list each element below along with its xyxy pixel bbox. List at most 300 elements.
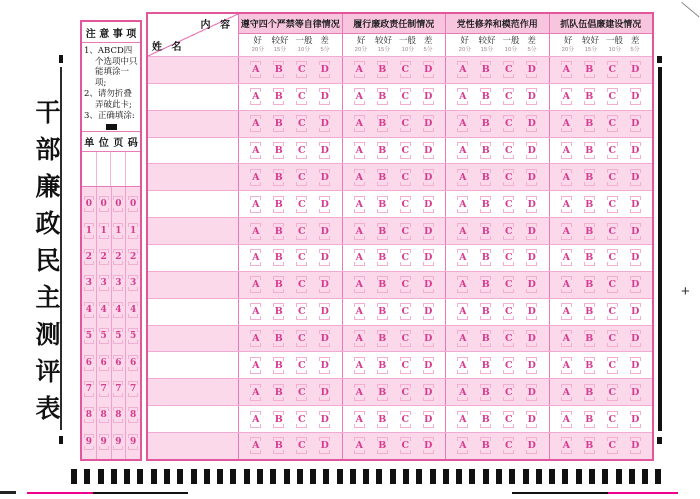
option-bubble-B[interactable]: B bbox=[479, 384, 492, 401]
option-bubble-B[interactable]: B bbox=[376, 169, 389, 186]
option-bubble-C[interactable]: C bbox=[606, 88, 619, 105]
name-cell[interactable] bbox=[148, 164, 239, 190]
option-bubble-A[interactable]: A bbox=[249, 88, 262, 105]
option-bubble-B[interactable]: B bbox=[376, 330, 389, 347]
digit-bubble-5[interactable]: 5 bbox=[127, 328, 139, 344]
option-bubble-D[interactable]: D bbox=[629, 330, 642, 347]
option-bubble-D[interactable]: D bbox=[318, 330, 331, 347]
option-bubble-D[interactable]: D bbox=[629, 115, 642, 132]
option-bubble-A[interactable]: A bbox=[560, 437, 573, 454]
option-bubble-B[interactable]: B bbox=[272, 384, 285, 401]
option-bubble-A[interactable]: A bbox=[560, 276, 573, 293]
option-bubble-D[interactable]: D bbox=[629, 88, 642, 105]
option-bubble-C[interactable]: C bbox=[502, 330, 515, 347]
option-bubble-D[interactable]: D bbox=[525, 411, 538, 428]
option-bubble-B[interactable]: B bbox=[272, 249, 285, 266]
option-bubble-B[interactable]: B bbox=[376, 142, 389, 159]
option-bubble-C[interactable]: C bbox=[295, 142, 308, 159]
option-bubble-A[interactable]: A bbox=[560, 357, 573, 374]
option-bubble-C[interactable]: C bbox=[502, 169, 515, 186]
name-cell[interactable] bbox=[148, 272, 239, 298]
digit-bubble-4[interactable]: 4 bbox=[83, 302, 95, 318]
option-bubble-D[interactable]: D bbox=[525, 437, 538, 454]
option-bubble-B[interactable]: B bbox=[479, 223, 492, 240]
digit-bubble-7[interactable]: 7 bbox=[127, 381, 139, 397]
digit-bubble-8[interactable]: 8 bbox=[127, 407, 139, 423]
option-bubble-D[interactable]: D bbox=[422, 115, 435, 132]
option-bubble-D[interactable]: D bbox=[525, 330, 538, 347]
digit-bubble-0[interactable]: 0 bbox=[98, 196, 110, 212]
answer-cell-col2[interactable] bbox=[343, 379, 447, 405]
option-bubble-B[interactable]: B bbox=[376, 303, 389, 320]
option-bubble-D[interactable]: D bbox=[318, 437, 331, 454]
option-bubble-A[interactable]: A bbox=[249, 357, 262, 374]
option-bubble-D[interactable]: D bbox=[525, 142, 538, 159]
name-cell[interactable] bbox=[148, 111, 239, 137]
option-bubble-C[interactable]: C bbox=[295, 384, 308, 401]
answer-cell-col3[interactable] bbox=[446, 84, 550, 110]
digit-bubble-3[interactable]: 3 bbox=[112, 275, 124, 291]
name-cell[interactable] bbox=[148, 352, 239, 378]
answer-cell-col1[interactable] bbox=[239, 433, 343, 459]
option-bubble-C[interactable]: C bbox=[502, 88, 515, 105]
option-bubble-D[interactable]: D bbox=[525, 303, 538, 320]
option-bubble-B[interactable]: B bbox=[583, 223, 596, 240]
answer-cell-col3[interactable] bbox=[446, 191, 550, 217]
option-bubble-C[interactable]: C bbox=[295, 169, 308, 186]
digit-bubble-4[interactable]: 4 bbox=[112, 302, 124, 318]
option-bubble-D[interactable]: D bbox=[629, 303, 642, 320]
option-bubble-A[interactable]: A bbox=[560, 384, 573, 401]
option-bubble-A[interactable]: A bbox=[456, 88, 469, 105]
option-bubble-B[interactable]: B bbox=[583, 276, 596, 293]
answer-cell-col4[interactable] bbox=[550, 218, 653, 244]
answer-cell-col3[interactable] bbox=[446, 164, 550, 190]
unit-page-write-cell[interactable] bbox=[111, 152, 126, 186]
answer-cell-col2[interactable] bbox=[343, 245, 447, 271]
unit-page-input-row[interactable] bbox=[82, 152, 140, 187]
option-bubble-A[interactable]: A bbox=[560, 223, 573, 240]
digit-bubble-4[interactable]: 4 bbox=[127, 302, 139, 318]
option-bubble-A[interactable]: A bbox=[456, 196, 469, 213]
option-bubble-A[interactable]: A bbox=[456, 61, 469, 78]
name-cell[interactable] bbox=[148, 433, 239, 459]
answer-cell-col3[interactable] bbox=[446, 299, 550, 325]
unit-page-write-cell[interactable] bbox=[126, 152, 141, 186]
option-bubble-C[interactable]: C bbox=[502, 303, 515, 320]
option-bubble-C[interactable]: C bbox=[606, 411, 619, 428]
answer-cell-col1[interactable] bbox=[239, 84, 343, 110]
digit-bubble-5[interactable]: 5 bbox=[98, 328, 110, 344]
option-bubble-A[interactable]: A bbox=[249, 276, 262, 293]
option-bubble-B[interactable]: B bbox=[583, 411, 596, 428]
option-bubble-A[interactable]: A bbox=[560, 115, 573, 132]
option-bubble-D[interactable]: D bbox=[318, 276, 331, 293]
digit-bubble-0[interactable]: 0 bbox=[83, 196, 95, 212]
option-bubble-A[interactable]: A bbox=[353, 115, 366, 132]
option-bubble-B[interactable]: B bbox=[479, 142, 492, 159]
option-bubble-C[interactable]: C bbox=[399, 61, 412, 78]
option-bubble-D[interactable]: D bbox=[422, 384, 435, 401]
answer-cell-col3[interactable] bbox=[446, 272, 550, 298]
option-bubble-C[interactable]: C bbox=[399, 303, 412, 320]
digit-bubble-8[interactable]: 8 bbox=[83, 407, 95, 423]
option-bubble-C[interactable]: C bbox=[399, 357, 412, 374]
option-bubble-B[interactable]: B bbox=[272, 115, 285, 132]
option-bubble-B[interactable]: B bbox=[376, 249, 389, 266]
option-bubble-B[interactable]: B bbox=[376, 115, 389, 132]
answer-cell-col2[interactable] bbox=[343, 84, 447, 110]
option-bubble-A[interactable]: A bbox=[353, 437, 366, 454]
option-bubble-D[interactable]: D bbox=[422, 357, 435, 374]
option-bubble-D[interactable]: D bbox=[422, 142, 435, 159]
option-bubble-D[interactable]: D bbox=[318, 384, 331, 401]
option-bubble-D[interactable]: D bbox=[629, 196, 642, 213]
option-bubble-D[interactable]: D bbox=[318, 249, 331, 266]
answer-cell-col2[interactable] bbox=[343, 326, 447, 352]
option-bubble-A[interactable]: A bbox=[560, 411, 573, 428]
option-bubble-C[interactable]: C bbox=[295, 196, 308, 213]
option-bubble-C[interactable]: C bbox=[399, 223, 412, 240]
option-bubble-B[interactable]: B bbox=[376, 276, 389, 293]
option-bubble-C[interactable]: C bbox=[295, 115, 308, 132]
option-bubble-A[interactable]: A bbox=[249, 437, 262, 454]
option-bubble-B[interactable]: B bbox=[583, 61, 596, 78]
name-cell[interactable] bbox=[148, 57, 239, 83]
option-bubble-A[interactable]: A bbox=[249, 61, 262, 78]
digit-bubble-6[interactable]: 6 bbox=[112, 355, 124, 371]
answer-cell-col1[interactable] bbox=[239, 164, 343, 190]
option-bubble-A[interactable]: A bbox=[249, 169, 262, 186]
answer-cell-col1[interactable] bbox=[239, 138, 343, 164]
option-bubble-A[interactable]: A bbox=[353, 169, 366, 186]
answer-cell-col4[interactable] bbox=[550, 406, 653, 432]
option-bubble-A[interactable]: A bbox=[249, 142, 262, 159]
option-bubble-C[interactable]: C bbox=[502, 249, 515, 266]
answer-cell-col4[interactable] bbox=[550, 299, 653, 325]
option-bubble-C[interactable]: C bbox=[606, 384, 619, 401]
option-bubble-D[interactable]: D bbox=[629, 384, 642, 401]
option-bubble-A[interactable]: A bbox=[560, 88, 573, 105]
answer-cell-col2[interactable] bbox=[343, 433, 447, 459]
answer-cell-col1[interactable] bbox=[239, 406, 343, 432]
option-bubble-D[interactable]: D bbox=[525, 384, 538, 401]
answer-cell-col2[interactable] bbox=[343, 111, 447, 137]
option-bubble-C[interactable]: C bbox=[399, 142, 412, 159]
option-bubble-D[interactable]: D bbox=[318, 61, 331, 78]
option-bubble-A[interactable]: A bbox=[353, 411, 366, 428]
answer-cell-col1[interactable] bbox=[239, 245, 343, 271]
option-bubble-C[interactable]: C bbox=[606, 330, 619, 347]
name-cell[interactable] bbox=[148, 379, 239, 405]
option-bubble-C[interactable]: C bbox=[502, 142, 515, 159]
option-bubble-A[interactable]: A bbox=[353, 276, 366, 293]
digit-bubble-5[interactable]: 5 bbox=[112, 328, 124, 344]
digit-bubble-2[interactable]: 2 bbox=[127, 249, 139, 265]
option-bubble-A[interactable]: A bbox=[456, 115, 469, 132]
option-bubble-B[interactable]: B bbox=[272, 411, 285, 428]
option-bubble-D[interactable]: D bbox=[629, 223, 642, 240]
option-bubble-A[interactable]: A bbox=[249, 223, 262, 240]
name-cell[interactable] bbox=[148, 191, 239, 217]
option-bubble-D[interactable]: D bbox=[629, 411, 642, 428]
name-cell[interactable] bbox=[148, 138, 239, 164]
option-bubble-D[interactable]: D bbox=[422, 411, 435, 428]
digit-bubble-2[interactable]: 2 bbox=[98, 249, 110, 265]
option-bubble-B[interactable]: B bbox=[479, 169, 492, 186]
option-bubble-C[interactable]: C bbox=[606, 437, 619, 454]
option-bubble-B[interactable]: B bbox=[583, 303, 596, 320]
option-bubble-B[interactable]: B bbox=[272, 303, 285, 320]
option-bubble-B[interactable]: B bbox=[272, 276, 285, 293]
option-bubble-B[interactable]: B bbox=[272, 357, 285, 374]
answer-cell-col2[interactable] bbox=[343, 299, 447, 325]
option-bubble-D[interactable]: D bbox=[525, 357, 538, 374]
answer-cell-col2[interactable] bbox=[343, 191, 447, 217]
option-bubble-C[interactable]: C bbox=[606, 276, 619, 293]
answer-cell-col2[interactable] bbox=[343, 218, 447, 244]
answer-cell-col3[interactable] bbox=[446, 218, 550, 244]
answer-cell-col4[interactable] bbox=[550, 272, 653, 298]
answer-cell-col3[interactable] bbox=[446, 379, 550, 405]
answer-cell-col3[interactable] bbox=[446, 111, 550, 137]
option-bubble-D[interactable]: D bbox=[318, 169, 331, 186]
option-bubble-A[interactable]: A bbox=[560, 61, 573, 78]
answer-cell-col4[interactable] bbox=[550, 164, 653, 190]
option-bubble-C[interactable]: C bbox=[502, 61, 515, 78]
option-bubble-D[interactable]: D bbox=[525, 223, 538, 240]
option-bubble-D[interactable]: D bbox=[525, 169, 538, 186]
option-bubble-A[interactable]: A bbox=[560, 330, 573, 347]
option-bubble-C[interactable]: C bbox=[606, 249, 619, 266]
digit-bubble-1[interactable]: 1 bbox=[83, 223, 95, 239]
digit-bubble-6[interactable]: 6 bbox=[127, 355, 139, 371]
option-bubble-B[interactable]: B bbox=[583, 88, 596, 105]
answer-cell-col4[interactable] bbox=[550, 379, 653, 405]
option-bubble-D[interactable]: D bbox=[422, 249, 435, 266]
option-bubble-B[interactable]: B bbox=[479, 411, 492, 428]
answer-cell-col3[interactable] bbox=[446, 352, 550, 378]
option-bubble-B[interactable]: B bbox=[376, 357, 389, 374]
option-bubble-C[interactable]: C bbox=[502, 437, 515, 454]
option-bubble-A[interactable]: A bbox=[353, 249, 366, 266]
option-bubble-C[interactable]: C bbox=[502, 115, 515, 132]
option-bubble-B[interactable]: B bbox=[376, 88, 389, 105]
option-bubble-A[interactable]: A bbox=[353, 357, 366, 374]
option-bubble-A[interactable]: A bbox=[456, 330, 469, 347]
option-bubble-D[interactable]: D bbox=[629, 142, 642, 159]
option-bubble-D[interactable]: D bbox=[422, 303, 435, 320]
name-cell[interactable] bbox=[148, 406, 239, 432]
option-bubble-C[interactable]: C bbox=[502, 223, 515, 240]
option-bubble-A[interactable]: A bbox=[249, 249, 262, 266]
option-bubble-D[interactable]: D bbox=[629, 437, 642, 454]
option-bubble-B[interactable]: B bbox=[583, 115, 596, 132]
answer-cell-col2[interactable] bbox=[343, 272, 447, 298]
option-bubble-B[interactable]: B bbox=[272, 142, 285, 159]
digit-bubble-0[interactable]: 0 bbox=[112, 196, 124, 212]
unit-page-write-cell[interactable] bbox=[97, 152, 112, 186]
option-bubble-D[interactable]: D bbox=[525, 115, 538, 132]
digit-bubble-7[interactable]: 7 bbox=[112, 381, 124, 397]
option-bubble-C[interactable]: C bbox=[295, 330, 308, 347]
digit-bubble-6[interactable]: 6 bbox=[98, 355, 110, 371]
answer-cell-col1[interactable] bbox=[239, 326, 343, 352]
option-bubble-C[interactable]: C bbox=[295, 303, 308, 320]
option-bubble-B[interactable]: B bbox=[583, 384, 596, 401]
digit-bubble-7[interactable]: 7 bbox=[98, 381, 110, 397]
option-bubble-D[interactable]: D bbox=[525, 61, 538, 78]
digit-bubble-3[interactable]: 3 bbox=[98, 275, 110, 291]
option-bubble-A[interactable]: A bbox=[353, 142, 366, 159]
answer-cell-col1[interactable] bbox=[239, 191, 343, 217]
answer-cell-col2[interactable] bbox=[343, 352, 447, 378]
option-bubble-B[interactable]: B bbox=[479, 196, 492, 213]
name-cell[interactable] bbox=[148, 299, 239, 325]
answer-cell-col1[interactable] bbox=[239, 352, 343, 378]
option-bubble-A[interactable]: A bbox=[249, 411, 262, 428]
option-bubble-A[interactable]: A bbox=[456, 142, 469, 159]
option-bubble-D[interactable]: D bbox=[318, 196, 331, 213]
option-bubble-A[interactable]: A bbox=[456, 357, 469, 374]
option-bubble-B[interactable]: B bbox=[583, 196, 596, 213]
option-bubble-C[interactable]: C bbox=[295, 61, 308, 78]
option-bubble-C[interactable]: C bbox=[399, 88, 412, 105]
option-bubble-C[interactable]: C bbox=[399, 411, 412, 428]
option-bubble-B[interactable]: B bbox=[272, 61, 285, 78]
option-bubble-B[interactable]: B bbox=[272, 437, 285, 454]
answer-cell-col2[interactable] bbox=[343, 138, 447, 164]
option-bubble-B[interactable]: B bbox=[479, 88, 492, 105]
option-bubble-B[interactable]: B bbox=[479, 357, 492, 374]
answer-cell-col2[interactable] bbox=[343, 57, 447, 83]
option-bubble-C[interactable]: C bbox=[606, 169, 619, 186]
option-bubble-C[interactable]: C bbox=[502, 384, 515, 401]
option-bubble-A[interactable]: A bbox=[353, 223, 366, 240]
name-cell[interactable] bbox=[148, 218, 239, 244]
option-bubble-D[interactable]: D bbox=[629, 276, 642, 293]
option-bubble-B[interactable]: B bbox=[272, 330, 285, 347]
option-bubble-C[interactable]: C bbox=[502, 411, 515, 428]
option-bubble-D[interactable]: D bbox=[318, 223, 331, 240]
answer-cell-col1[interactable] bbox=[239, 379, 343, 405]
option-bubble-A[interactable]: A bbox=[353, 61, 366, 78]
option-bubble-D[interactable]: D bbox=[629, 249, 642, 266]
answer-cell-col1[interactable] bbox=[239, 218, 343, 244]
digit-bubble-5[interactable]: 5 bbox=[83, 328, 95, 344]
option-bubble-B[interactable]: B bbox=[479, 330, 492, 347]
option-bubble-C[interactable]: C bbox=[606, 61, 619, 78]
option-bubble-D[interactable]: D bbox=[318, 303, 331, 320]
digit-bubble-4[interactable]: 4 bbox=[98, 302, 110, 318]
option-bubble-D[interactable]: D bbox=[422, 276, 435, 293]
option-bubble-B[interactable]: B bbox=[272, 223, 285, 240]
option-bubble-C[interactable]: C bbox=[606, 303, 619, 320]
option-bubble-C[interactable]: C bbox=[295, 357, 308, 374]
option-bubble-D[interactable]: D bbox=[422, 196, 435, 213]
option-bubble-C[interactable]: C bbox=[502, 196, 515, 213]
option-bubble-B[interactable]: B bbox=[272, 88, 285, 105]
digit-bubble-6[interactable]: 6 bbox=[83, 355, 95, 371]
option-bubble-C[interactable]: C bbox=[399, 115, 412, 132]
option-bubble-B[interactable]: B bbox=[479, 249, 492, 266]
option-bubble-A[interactable]: A bbox=[353, 330, 366, 347]
digit-bubble-3[interactable]: 3 bbox=[127, 275, 139, 291]
name-cell[interactable] bbox=[148, 326, 239, 352]
answer-cell-col2[interactable] bbox=[343, 406, 447, 432]
answer-cell-col3[interactable] bbox=[446, 406, 550, 432]
option-bubble-C[interactable]: C bbox=[606, 115, 619, 132]
option-bubble-C[interactable]: C bbox=[606, 357, 619, 374]
option-bubble-C[interactable]: C bbox=[295, 249, 308, 266]
option-bubble-A[interactable]: A bbox=[249, 196, 262, 213]
option-bubble-D[interactable]: D bbox=[318, 411, 331, 428]
option-bubble-A[interactable]: A bbox=[560, 142, 573, 159]
answer-cell-col4[interactable] bbox=[550, 326, 653, 352]
option-bubble-D[interactable]: D bbox=[318, 115, 331, 132]
option-bubble-D[interactable]: D bbox=[318, 142, 331, 159]
option-bubble-C[interactable]: C bbox=[295, 276, 308, 293]
answer-cell-col3[interactable] bbox=[446, 57, 550, 83]
option-bubble-C[interactable]: C bbox=[295, 88, 308, 105]
option-bubble-D[interactable]: D bbox=[318, 88, 331, 105]
option-bubble-A[interactable]: A bbox=[456, 249, 469, 266]
option-bubble-B[interactable]: B bbox=[479, 276, 492, 293]
option-bubble-B[interactable]: B bbox=[583, 437, 596, 454]
option-bubble-D[interactable]: D bbox=[629, 169, 642, 186]
option-bubble-D[interactable]: D bbox=[422, 330, 435, 347]
answer-cell-col1[interactable] bbox=[239, 57, 343, 83]
option-bubble-A[interactable]: A bbox=[560, 196, 573, 213]
option-bubble-C[interactable]: C bbox=[502, 357, 515, 374]
answer-cell-col4[interactable] bbox=[550, 84, 653, 110]
answer-cell-col3[interactable] bbox=[446, 245, 550, 271]
option-bubble-C[interactable]: C bbox=[606, 223, 619, 240]
name-cell[interactable] bbox=[148, 245, 239, 271]
option-bubble-C[interactable]: C bbox=[399, 276, 412, 293]
option-bubble-D[interactable]: D bbox=[525, 276, 538, 293]
answer-cell-col2[interactable] bbox=[343, 164, 447, 190]
option-bubble-A[interactable]: A bbox=[249, 330, 262, 347]
option-bubble-B[interactable]: B bbox=[376, 223, 389, 240]
option-bubble-A[interactable]: A bbox=[353, 196, 366, 213]
name-cell[interactable] bbox=[148, 84, 239, 110]
answer-cell-col4[interactable] bbox=[550, 138, 653, 164]
option-bubble-C[interactable]: C bbox=[399, 196, 412, 213]
digit-bubble-1[interactable]: 1 bbox=[112, 223, 124, 239]
digit-bubble-9[interactable]: 9 bbox=[83, 434, 95, 450]
answer-cell-col1[interactable] bbox=[239, 272, 343, 298]
option-bubble-C[interactable]: C bbox=[295, 437, 308, 454]
option-bubble-A[interactable]: A bbox=[353, 384, 366, 401]
answer-cell-col3[interactable] bbox=[446, 433, 550, 459]
option-bubble-B[interactable]: B bbox=[479, 437, 492, 454]
option-bubble-B[interactable]: B bbox=[272, 196, 285, 213]
digit-bubble-2[interactable]: 2 bbox=[112, 249, 124, 265]
option-bubble-D[interactable]: D bbox=[422, 437, 435, 454]
option-bubble-D[interactable]: D bbox=[422, 223, 435, 240]
digit-bubble-9[interactable]: 9 bbox=[127, 434, 139, 450]
answer-cell-col4[interactable] bbox=[550, 111, 653, 137]
option-bubble-B[interactable]: B bbox=[376, 196, 389, 213]
option-bubble-B[interactable]: B bbox=[272, 169, 285, 186]
digit-bubble-9[interactable]: 9 bbox=[112, 434, 124, 450]
option-bubble-D[interactable]: D bbox=[422, 88, 435, 105]
option-bubble-D[interactable]: D bbox=[422, 61, 435, 78]
option-bubble-B[interactable]: B bbox=[583, 249, 596, 266]
option-bubble-B[interactable]: B bbox=[376, 437, 389, 454]
digit-bubble-8[interactable]: 8 bbox=[112, 407, 124, 423]
